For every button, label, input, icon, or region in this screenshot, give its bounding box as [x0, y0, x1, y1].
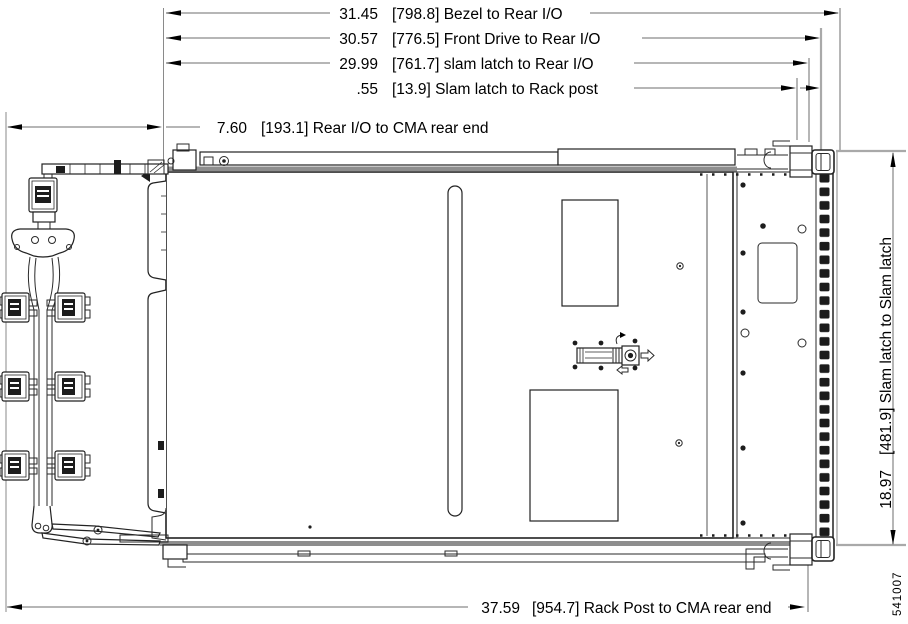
figure-number: 541007 [892, 571, 904, 616]
cma-top-clip [29, 178, 57, 229]
dim-bezel-to-rear-io-value: 31.45 [339, 6, 378, 23]
dim-front-drive-to-rear-io-value: 30.57 [339, 31, 378, 48]
dim-slam-latch-to-slam-latch-value: 18.97 [878, 470, 895, 509]
cma-clip-row-1 [0, 293, 90, 322]
slam-latch-bottom [746, 534, 834, 570]
label-plate [758, 243, 797, 303]
dim-rack-post-to-cma-label: [954.7] Rack Post to CMA rear end [532, 600, 772, 617]
dim-slam-latch-to-rear-io-value: 29.99 [339, 56, 378, 73]
cma-clip-row-2 [0, 372, 90, 401]
rear-panel-lower-lobe [148, 290, 166, 513]
center-slot [448, 186, 462, 516]
dim-rear-io-to-cma-value: 7.60 [216, 120, 247, 137]
dim-slam-latch-to-slam-latch-label: [481.9] Slam latch to Slam latch [878, 237, 895, 455]
dim-slam-latch-to-rear-io-label: [761.7] slam latch to Rear I/O [392, 56, 594, 73]
slide-rail-bottom [160, 541, 792, 567]
dim-front-drive-to-rear-io-label: [776.5] Front Drive to Rear I/O [392, 31, 601, 48]
dim-rack-post-to-cma-value: 37.59 [481, 600, 520, 617]
cma-clip-row-3 [0, 451, 90, 480]
dim-rear-io-to-cma-label: [193.1] Rear I/O to CMA rear end [261, 120, 489, 137]
front-bezel [816, 151, 837, 546]
cma-rail-bracket [168, 144, 196, 170]
slide-rail-top [164, 149, 788, 172]
cutout-lower [530, 390, 618, 521]
cutout-upper [562, 200, 618, 306]
cma-bottom-linkage [32, 506, 168, 545]
server-chassis-top-view [141, 151, 837, 546]
dim-slam-latch-to-rack-post-label: [13.9] Slam latch to Rack post [392, 81, 598, 98]
cma-yoke [12, 229, 75, 257]
dim-bezel-to-rear-io-label: [798.8] Bezel to Rear I/O [392, 6, 563, 23]
dim-slam-latch-to-rack-post-value: .55 [356, 81, 378, 98]
